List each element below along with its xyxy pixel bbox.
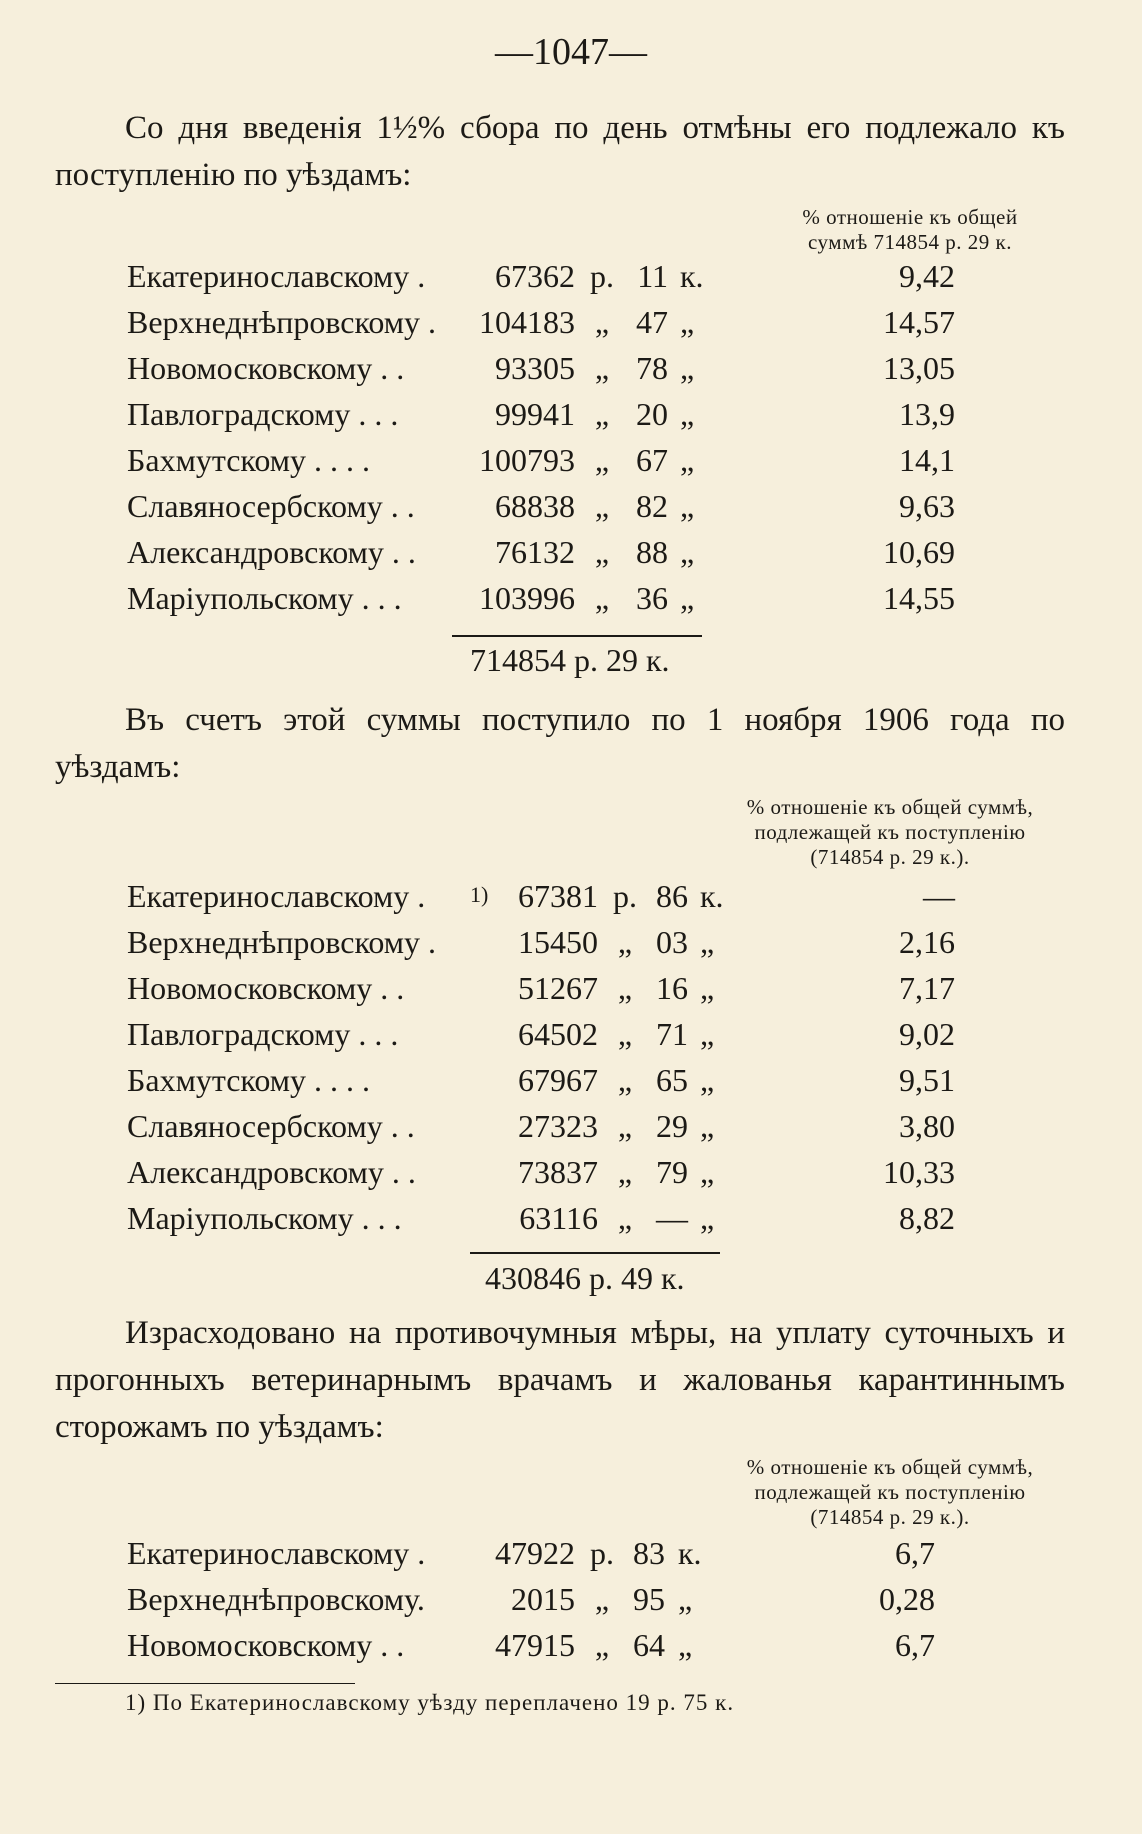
section1-intro bbox=[55, 105, 1065, 199]
kopecks-value: 78 bbox=[636, 350, 668, 386]
kopecks-value: 36 bbox=[636, 580, 668, 616]
table-row bbox=[0, 1062, 1142, 1108]
table-row bbox=[0, 442, 1142, 488]
kopecks-value: 79 bbox=[656, 1154, 688, 1190]
rubles-value: 100793 bbox=[479, 442, 575, 478]
section2-total: 430846 р. 49 к. bbox=[485, 1260, 685, 1296]
kopecks-value: 88 bbox=[636, 534, 668, 570]
kopecks-value: 67 bbox=[636, 442, 668, 478]
district-name: Александровскому . . bbox=[127, 1154, 416, 1190]
table-row bbox=[0, 1154, 1142, 1200]
percent-value: 6,7 bbox=[895, 1535, 935, 1571]
section2-column-header-line2: подлежащей къ поступленію bbox=[754, 820, 1026, 844]
kopecks-value: 47 bbox=[636, 304, 668, 340]
rubles-value: 103996 bbox=[479, 580, 575, 616]
footnote: 1) По Екатеринославскому уѣзду переплачено 19 р. 75 к. bbox=[125, 1690, 735, 1715]
kopecks-unit: „ bbox=[680, 304, 695, 340]
percent-value: 6,7 bbox=[895, 1627, 935, 1663]
kopecks-unit: „ bbox=[678, 1581, 693, 1617]
kopecks-unit: к. bbox=[678, 1535, 702, 1571]
district-name: Маріупольскому . . . bbox=[127, 580, 402, 616]
district-name: Екатеринославскому . bbox=[127, 258, 426, 294]
kopecks-unit: „ bbox=[700, 1200, 715, 1236]
table-row bbox=[0, 488, 1142, 534]
table-row bbox=[0, 1627, 1142, 1673]
kopecks-unit: „ bbox=[700, 1108, 715, 1144]
rubles-value: 27323 bbox=[518, 1108, 598, 1144]
kopecks-unit: к. bbox=[700, 878, 724, 914]
rubles-unit: „ bbox=[617, 924, 633, 960]
table-row bbox=[0, 1200, 1142, 1246]
percent-value: 7,17 bbox=[899, 970, 955, 1006]
rubles-unit: „ bbox=[594, 396, 610, 432]
rubles-unit: р. bbox=[590, 1535, 614, 1571]
kopecks-unit: „ bbox=[700, 1016, 715, 1052]
section2-intro bbox=[55, 697, 1065, 791]
percent-value: 14,55 bbox=[883, 580, 955, 616]
rubles-unit: „ bbox=[617, 1154, 633, 1190]
rubles-unit: „ bbox=[594, 1627, 610, 1663]
kopecks-value: 82 bbox=[636, 488, 668, 524]
percent-value: 9,02 bbox=[899, 1016, 955, 1052]
kopecks-unit: „ bbox=[680, 442, 695, 478]
rubles-value: 104183 bbox=[479, 304, 575, 340]
kopecks-unit: „ bbox=[700, 1154, 715, 1190]
table-row bbox=[0, 304, 1142, 350]
table-row bbox=[0, 1016, 1142, 1062]
section2-intro-text: Въ счетъ этой суммы поступило по 1 ноября 1906 года по уѣздамъ: bbox=[55, 702, 1065, 785]
table-row bbox=[0, 258, 1142, 304]
district-name: Александровскому . . bbox=[127, 534, 416, 570]
kopecks-value: 95 bbox=[633, 1581, 665, 1617]
percent-value: 8,82 bbox=[899, 1200, 955, 1236]
percent-value: 14,57 bbox=[883, 304, 955, 340]
kopecks-unit: „ bbox=[700, 970, 715, 1006]
rubles-unit: „ bbox=[594, 304, 610, 340]
section3-intro-text: Израсходовано на противочумныя мѣры, на уплату суточныхъ и прогонныхъ ветеринарнымъ врачамъ и жалованья карантиннымъ сторожамъ по уѣздамъ: bbox=[55, 1315, 1065, 1445]
percent-value: 3,80 bbox=[899, 1108, 955, 1144]
district-name: Верхнеднѣпровскому. bbox=[127, 1581, 425, 1617]
kopecks-value: — bbox=[656, 1200, 688, 1236]
section3-intro bbox=[55, 1310, 1065, 1451]
kopecks-unit: „ bbox=[680, 580, 695, 616]
district-name: Екатеринославскому . bbox=[127, 1535, 426, 1571]
rubles-value: 51267 bbox=[518, 970, 598, 1006]
section1-column-header bbox=[745, 205, 1075, 255]
rubles-value: 67967 bbox=[518, 1062, 598, 1098]
kopecks-unit: „ bbox=[700, 1062, 715, 1098]
kopecks-unit: „ bbox=[680, 396, 695, 432]
rubles-value: 2015 bbox=[511, 1581, 575, 1617]
section2-total-rule bbox=[470, 1252, 720, 1254]
kopecks-unit: „ bbox=[680, 488, 695, 524]
percent-value: 9,51 bbox=[899, 1062, 955, 1098]
rubles-unit: р. bbox=[590, 258, 614, 294]
percent-value: 10,33 bbox=[883, 1154, 955, 1190]
rubles-unit: „ bbox=[594, 350, 610, 386]
kopecks-value: 86 bbox=[656, 878, 688, 914]
section1-column-header-line2: суммѣ 714854 р. 29 к. bbox=[808, 230, 1012, 254]
table-row bbox=[0, 1535, 1142, 1581]
percent-value: 10,69 bbox=[883, 534, 955, 570]
section2-column-header-line3: (714854 р. 29 к.). bbox=[810, 845, 970, 869]
kopecks-unit: „ bbox=[680, 534, 695, 570]
rubles-unit: „ bbox=[594, 1581, 610, 1617]
kopecks-value: 64 bbox=[633, 1627, 665, 1663]
percent-value: 13,05 bbox=[883, 350, 955, 386]
kopecks-value: 20 bbox=[636, 396, 668, 432]
rubles-unit: „ bbox=[617, 1108, 633, 1144]
kopecks-value: 71 bbox=[656, 1016, 688, 1052]
rubles-value: 15450 bbox=[518, 924, 598, 960]
district-name: Бахмутскому . . . . bbox=[127, 1062, 370, 1098]
rubles-value: 68838 bbox=[495, 488, 575, 524]
district-name: Новомосковскому . . bbox=[127, 970, 405, 1006]
rubles-unit: „ bbox=[594, 488, 610, 524]
rubles-unit: р. bbox=[613, 878, 637, 914]
table-row bbox=[0, 534, 1142, 580]
rubles-value: 73837 bbox=[518, 1154, 598, 1190]
rubles-value: 93305 bbox=[495, 350, 575, 386]
section1-total: 714854 р. 29 к. bbox=[470, 642, 670, 678]
kopecks-value: 65 bbox=[656, 1062, 688, 1098]
rubles-value: 47915 bbox=[495, 1627, 575, 1663]
percent-value: 14,1 bbox=[899, 442, 955, 478]
rubles-value: 64502 bbox=[518, 1016, 598, 1052]
table-row bbox=[0, 350, 1142, 396]
rubles-unit: „ bbox=[617, 1200, 633, 1236]
district-name: Маріупольскому . . . bbox=[127, 1200, 402, 1236]
percent-value: 2,16 bbox=[899, 924, 955, 960]
district-name: Екатеринославскому . bbox=[127, 878, 426, 914]
kopecks-unit: „ bbox=[680, 350, 695, 386]
section1-intro-text: Со дня введенія 1½% сбора по день отмѣны его подлежало къ поступленію по уѣздамъ: bbox=[55, 110, 1065, 193]
percent-value: — bbox=[923, 878, 955, 914]
district-name: Верхнеднѣпровскому . bbox=[127, 924, 437, 960]
district-name: Бахмутскому . . . . bbox=[127, 442, 370, 478]
table-row bbox=[0, 924, 1142, 970]
percent-value: 0,28 bbox=[879, 1581, 935, 1617]
district-name: Славяносербскому . . bbox=[127, 488, 415, 524]
section1-column-header-line1: % отношеніе къ общей bbox=[802, 205, 1018, 229]
section3-column-header-line3: (714854 р. 29 к.). bbox=[810, 1505, 970, 1529]
percent-value: 9,63 bbox=[899, 488, 955, 524]
rubles-value: 67381 bbox=[518, 878, 598, 914]
section2-column-header-line1: % отношеніе къ общей суммѣ, bbox=[746, 795, 1034, 819]
district-name: Павлоградскому . . . bbox=[127, 1016, 399, 1052]
rubles-unit: „ bbox=[617, 970, 633, 1006]
kopecks-unit: к. bbox=[680, 258, 704, 294]
page-number: —1047— bbox=[495, 31, 647, 73]
table-row bbox=[0, 396, 1142, 442]
section2-column-header bbox=[700, 795, 1080, 870]
table-row bbox=[0, 1581, 1142, 1627]
kopecks-value: 16 bbox=[656, 970, 688, 1006]
rubles-unit: „ bbox=[617, 1016, 633, 1052]
percent-value: 13,9 bbox=[899, 396, 955, 432]
kopecks-value: 11 bbox=[637, 258, 668, 294]
footnote-rule bbox=[55, 1683, 355, 1684]
kopecks-value: 03 bbox=[656, 924, 688, 960]
section3-column-header bbox=[700, 1455, 1080, 1530]
district-name: Славяносербскому . . bbox=[127, 1108, 415, 1144]
table-row bbox=[0, 580, 1142, 626]
table-row bbox=[0, 878, 1142, 924]
table-row bbox=[0, 1108, 1142, 1154]
footnote-marker: 1) bbox=[470, 882, 489, 907]
section1-total-rule bbox=[452, 635, 702, 637]
rubles-unit: „ bbox=[594, 534, 610, 570]
section3-column-header-line2: подлежащей къ поступленію bbox=[754, 1480, 1026, 1504]
section3-column-header-line1: % отношеніе къ общей суммѣ, bbox=[746, 1455, 1034, 1479]
rubles-value: 99941 bbox=[495, 396, 575, 432]
kopecks-value: 29 bbox=[656, 1108, 688, 1144]
kopecks-unit: „ bbox=[700, 924, 715, 960]
rubles-unit: „ bbox=[617, 1062, 633, 1098]
rubles-value: 76132 bbox=[495, 534, 575, 570]
rubles-value: 47922 bbox=[495, 1535, 575, 1571]
table-row bbox=[0, 970, 1142, 1016]
rubles-value: 63116 bbox=[519, 1200, 598, 1236]
rubles-value: 67362 bbox=[495, 258, 575, 294]
rubles-unit: „ bbox=[594, 580, 610, 616]
kopecks-value: 83 bbox=[633, 1535, 665, 1571]
district-name: Верхнеднѣпровскому . bbox=[127, 304, 437, 340]
rubles-unit: „ bbox=[594, 442, 610, 478]
district-name: Павлоградскому . . . bbox=[127, 396, 399, 432]
kopecks-unit: „ bbox=[678, 1627, 693, 1663]
district-name: Новомосковскому . . bbox=[127, 350, 405, 386]
percent-value: 9,42 bbox=[899, 258, 955, 294]
district-name: Новомосковскому . . bbox=[127, 1627, 405, 1663]
